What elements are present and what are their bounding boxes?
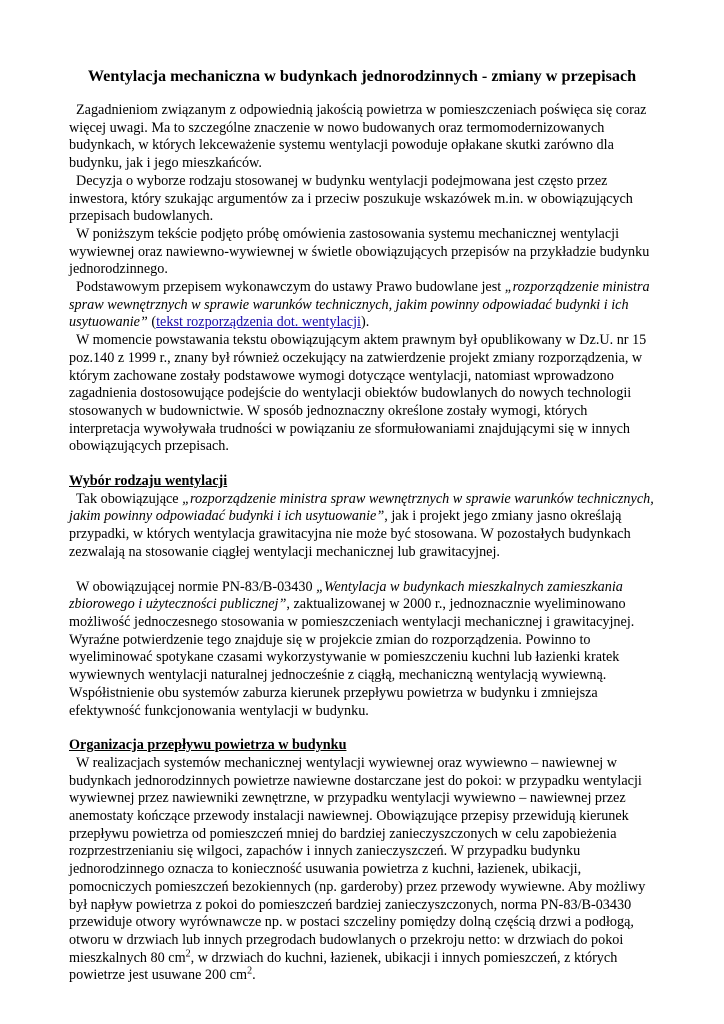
paragraph-text: ). (360, 314, 370, 331)
regulation-title-italic: „rozporządzenie ministra spraw wewnętrznych w sprawie warunków technicznych, jakim powinny odpowiadać budynki i ich usytuowanie” (69, 490, 654, 525)
paragraph-text: . (252, 967, 256, 984)
paragraph-text: Tak obowiązujące (76, 490, 183, 507)
standard-title-italic: „Wentylacja w budynkach mieszkalnych zamieszkania zbiorowego i użyteczności publicznej” (69, 578, 623, 613)
intro-paragraph-3: W poniższym tekście podjęto próbę omówienia zastosowania systemu mechanicznej wentylacji wywiewnej oraz nawiewno-wywiewnej w świetle obowiązujących przepisów na przykładzie budynku jednorodzinnego. (69, 225, 650, 278)
intro-paragraph-2: Decyzja o wyborze rodzaju stosowanej w budynku wentylacji podejmowana jest często przez inwestora, który szukając argumentów za i przeciw poszukuje wskazówek m.in. w obowiązujących przepisach budowlanych. (69, 172, 633, 225)
paragraph-text: , jak i projekt jego zmiany jasno określają przypadki, w których wentylacja grawitacyjna nie może być stosowana. W pozostałych budynkach zezwalają na stosowanie ciągłej wentylacji mechanicznej lub grawitacyjnej. (69, 508, 631, 560)
section1-paragraph-1 (69, 491, 659, 562)
intro-paragraph-4 (69, 279, 659, 332)
superscript: 2 (185, 947, 191, 959)
document-body (69, 66, 659, 985)
paragraph-text: W obowiązującej normie PN-83/B-03430 (76, 578, 317, 595)
regulation-title-italic: „rozporządzenie ministra spraw wewnętrznych w sprawie warunków technicznych, jakim powinny odpowiadać budynki i ich usytuowanie” (69, 279, 650, 331)
section-heading-air-flow: Organizacja przepływu powietrza w budynku (69, 737, 347, 754)
section-heading-ventilation-type: Wybór rodzaju wentylacji (69, 473, 228, 490)
page-title: Wentylacja mechaniczna w budynkach jednorodzinnych - zmiany w przepisach (87, 67, 637, 85)
intro-paragraph-5: W momencie powstawania tekstu obowiązującym aktem prawnym był opublikowany w Dz.U. nr 15 poz.140 z 1999 r., znany był również oczekujący na zatwierdzenie projekt zmiany rozporządzenia, w którym zachowane zostały podstawowe wymogi dotyczące wentylacji, natomiast wprowadzono zagadnienia dostosowujące podejście do wentylacji obiektów budowlanych do nowych technologii stosowanych w budownictwie. W sposób jednoznaczny określone zostały wymogi, których interpretacja wywoływała trudności w powiązaniu ze sformułowaniami znajdującymi się w innych obowiązujących przepisach. (69, 332, 647, 455)
paragraph-text: Podstawowym przepisem wykonawczym do ustawy Prawo budowlane jest (76, 279, 505, 296)
section2-paragraph-1 (69, 755, 659, 985)
paragraph-text: , zaktualizowanej w 2000 r., jednoznacznie wyeliminowano możliwość jednoczesnego stosowania w pomieszczeniach wentylacji mechanicznej i grawitacyjnej. Wyraźne potwierdzenie tego znajduje się w projekcie zmian do rozporządzenia. Powinno to wyeliminować spotykane czasami wykorzystywanie w pomieszczeniu kuchni lub łazienki kratek wywiewnych wentylacji naturalnej jednocześnie z ciągłą, mechaniczną wentylacją wywiewną. Współistnienie obu systemów zaburza kierunek przepływu powietrza w budynku i zmniejsza efektywność funkcjonowania wentylacji w budynku. (69, 596, 635, 719)
section1-paragraph-2 (69, 579, 659, 721)
paragraph-text: W realizacjach systemów mechanicznej wentylacji wywiewnej oraz wywiewno – nawiewnej w budynkach jednorodzinnych powietrze nawiewne dostarczane jest do pokoi: w przypadku wentylacji wywiewnej przez nawiewniki zewnętrzne, w przypadku wentylacji wywiewno – nawiewnej przez anemostaty kończące przewody instalacji nawiewnej. Obowiązujące przepisy przewidują kierunek przepływu powietrza od pomieszczeń mniej do bardziej zanieczyszczonych w celu zapobieżenia rozprzestrzenianiu się wilgoci, zapachów i innych zanieczyszczeń. W przypadku budynku jednorodzinnego oznacza to konieczność usuwania powietrza z kuchni, łazienek, ubikacji, pomocniczych pomieszczeń bezokiennych (np. garderoby) przez przewody wywiewne. Aby możliwy był napływ powietrza z pokoi do pomieszczeń bardziej zanieczyszczonych, norma PN-83/B-03430 przewiduje otwory wyrównawcze np. w postaci szczeliny pomiędzy dolną częścią drzwi a podłogą, otworu w drzwiach lub innych przegrodach budowlanych o przekroju netto: w drzwiach do pokoi mieszkalnych 80 cm (69, 754, 646, 966)
intro-paragraph-1: Zagadnieniom związanym z odpowiednią jakością powietrza w pomieszczeniach poświęca się coraz więcej uwagi. Ma to szczególne znaczenie w nowo budowanych oraz termomodernizowanych budynkach, w których lekceważenie systemu wentylacji powoduje opłakane skutki zarówno dla budynku, jak i jego mieszkańców. (69, 102, 647, 172)
paragraph-text: , w drzwiach do kuchni, łazienek, ubikacji i innych pomieszczeń, z których powietrze jest usuwane 200 cm (69, 949, 618, 984)
superscript: 2 (247, 965, 253, 977)
paragraph-text: ( (147, 314, 157, 331)
regulation-text-link[interactable]: tekst rozporządzenia dot. wentylacji (156, 314, 361, 331)
